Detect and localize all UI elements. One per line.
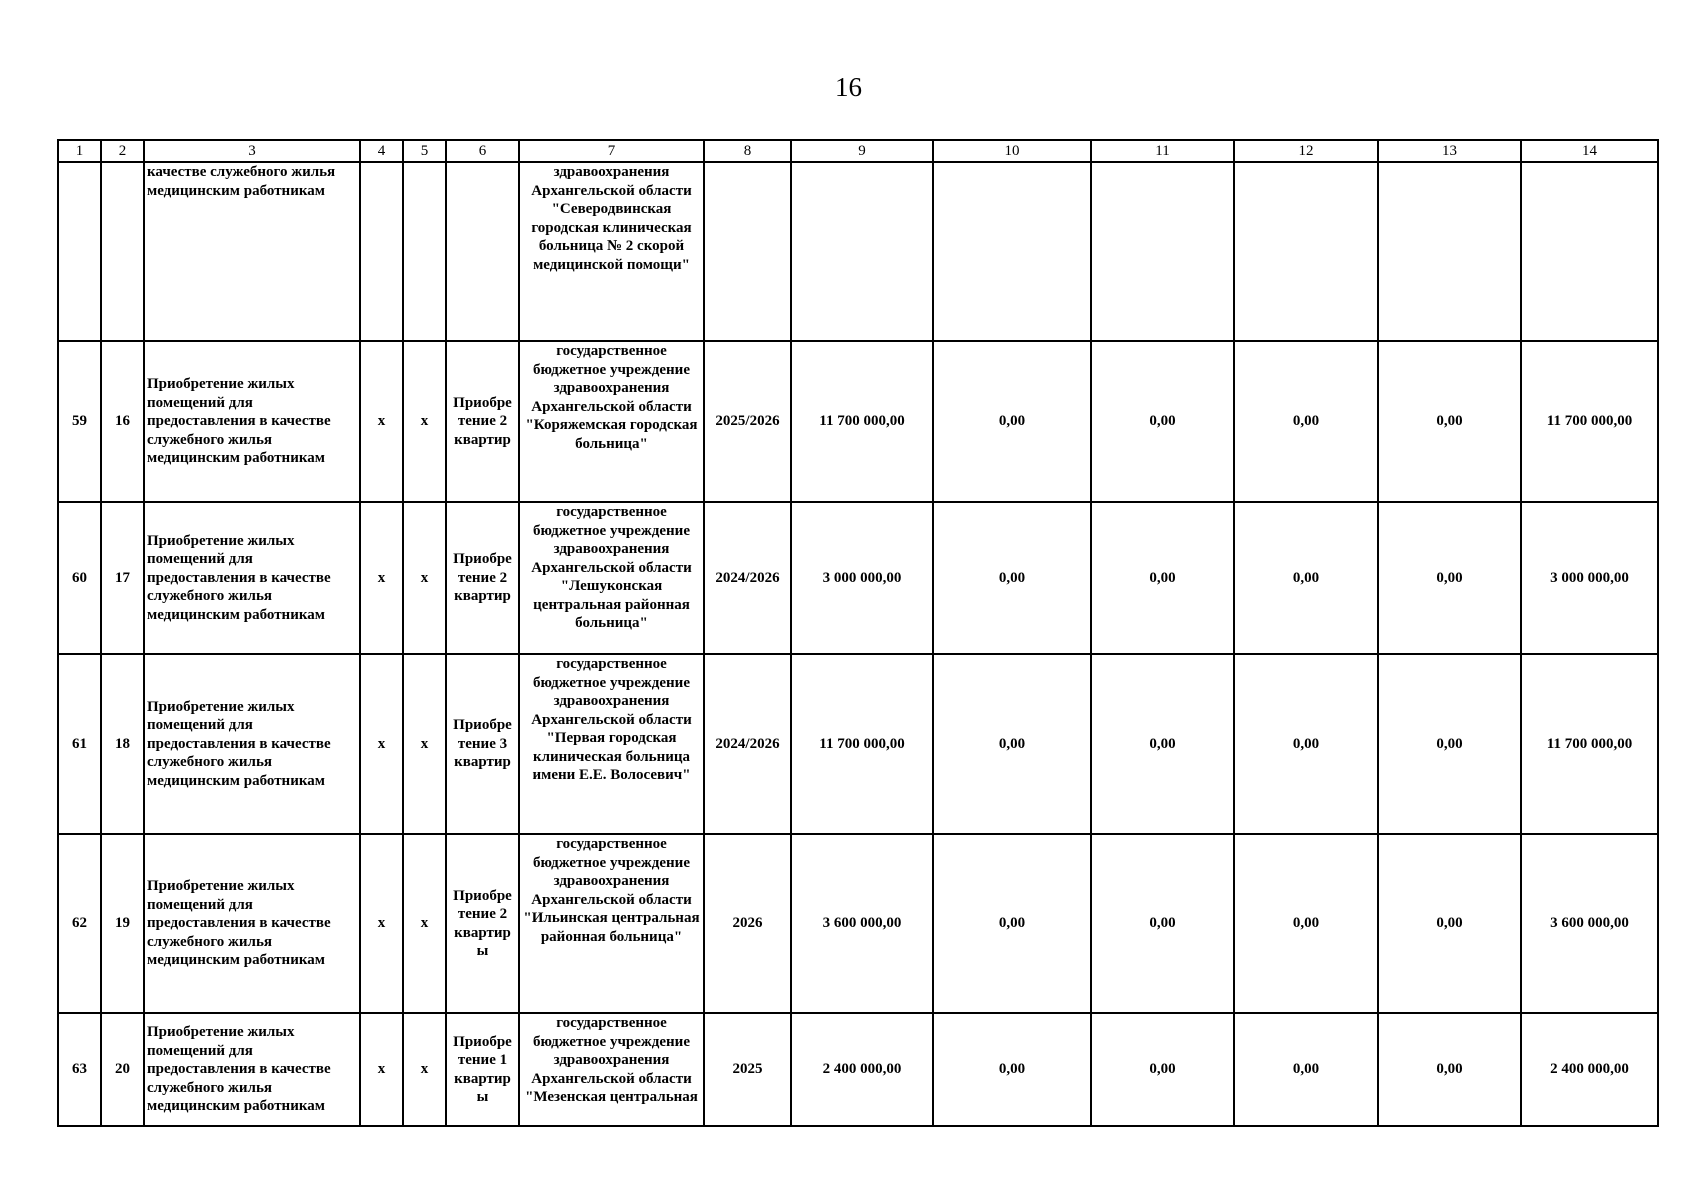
action-cell: Приобре тение 1 квартир ы xyxy=(446,1013,519,1126)
organization-cell: государственное бюджетное учреждение здравоохранения Архангельской области "Ильинская центральная районная больница" xyxy=(519,834,704,1013)
header-cell: 1 xyxy=(58,140,101,162)
header-cell: 5 xyxy=(403,140,446,162)
total-cell: 11 700 000,00 xyxy=(1521,654,1658,834)
item-number-cell: 19 xyxy=(101,834,144,1013)
header-row xyxy=(58,140,1658,162)
header-cell: 9 xyxy=(791,140,933,162)
col4-cell: х xyxy=(360,1013,403,1126)
amount-cell: 3 000 000,00 xyxy=(791,502,933,654)
amount-cell: 0,00 xyxy=(1234,654,1378,834)
header-cell: 11 xyxy=(1091,140,1234,162)
col4-cell: х xyxy=(360,502,403,654)
total-cell: 3 000 000,00 xyxy=(1521,502,1658,654)
table-row xyxy=(58,654,1658,834)
amount-cell: 0,00 xyxy=(1234,341,1378,502)
amount-cell: 0,00 xyxy=(1234,502,1378,654)
amount-cell: 0,00 xyxy=(1378,654,1521,834)
item-number-cell: 20 xyxy=(101,1013,144,1126)
header-cell: 3 xyxy=(144,140,360,162)
amount-cell: 11 700 000,00 xyxy=(791,654,933,834)
header-cell: 6 xyxy=(446,140,519,162)
col5-cell: х xyxy=(403,1013,446,1126)
amount-cell: 0,00 xyxy=(933,502,1091,654)
col4-cell: х xyxy=(360,341,403,502)
item-number-cell: 17 xyxy=(101,502,144,654)
row-number-cell: 61 xyxy=(58,654,101,834)
years-cell: 2024/2026 xyxy=(704,502,791,654)
amount-cell: 3 600 000,00 xyxy=(791,834,933,1013)
col5-cell: х xyxy=(403,834,446,1013)
table-row xyxy=(58,502,1658,654)
amount-cell: 0,00 xyxy=(1234,1013,1378,1126)
purpose-cell: Приобретение жилых помещений для предоставления в качестве служебного жилья медицинским работникам xyxy=(144,341,360,502)
header-cell: 12 xyxy=(1234,140,1378,162)
action-cell: Приобре тение 2 квартир ы xyxy=(446,834,519,1013)
years-cell: 2026 xyxy=(704,834,791,1013)
table-row xyxy=(58,341,1658,502)
amount-cell: 0,00 xyxy=(1091,1013,1234,1126)
purpose-cell: Приобретение жилых помещений для предоставления в качестве служебного жилья медицинским работникам xyxy=(144,654,360,834)
amount-cell: 0,00 xyxy=(1378,1013,1521,1126)
row-number-cell: 63 xyxy=(58,1013,101,1126)
action-cell: Приобре тение 2 квартир xyxy=(446,341,519,502)
col4-cell: х xyxy=(360,654,403,834)
col4-cell: х xyxy=(360,834,403,1013)
header-cell: 10 xyxy=(933,140,1091,162)
amount-cell: 0,00 xyxy=(933,654,1091,834)
header-cell: 7 xyxy=(519,140,704,162)
item-number-cell: 16 xyxy=(101,341,144,502)
header-cell: 13 xyxy=(1378,140,1521,162)
total-cell: 2 400 000,00 xyxy=(1521,1013,1658,1126)
action-cell: Приобре тение 3 квартир xyxy=(446,654,519,834)
years-cell: 2025 xyxy=(704,1013,791,1126)
amount-cell: 0,00 xyxy=(933,341,1091,502)
action-cell: Приобре тение 2 квартир xyxy=(446,502,519,654)
organization-cell: государственное бюджетное учреждение здравоохранения Архангельской области "Мезенская центральная xyxy=(519,1013,704,1126)
row-number-cell: 62 xyxy=(58,834,101,1013)
years-cell: 2025/2026 xyxy=(704,341,791,502)
row-number-cell: 59 xyxy=(58,341,101,502)
header-cell: 8 xyxy=(704,140,791,162)
item-number-cell: 18 xyxy=(101,654,144,834)
organization-cell: здравоохранения Архангельской области "Северодвинская городская клиническая больница № 2 скорой медицинской помощи" xyxy=(519,162,704,341)
table-row xyxy=(58,834,1658,1013)
purpose-cell: Приобретение жилых помещений для предоставления в качестве служебного жилья медицинским работникам xyxy=(144,834,360,1013)
amount-cell: 0,00 xyxy=(1091,502,1234,654)
amount-cell: 0,00 xyxy=(1378,341,1521,502)
amount-cell: 0,00 xyxy=(1378,502,1521,654)
table-row xyxy=(58,1013,1658,1126)
organization-cell: государственное бюджетное учреждение здравоохранения Архангельской области "Коряжемская городская больница" xyxy=(519,341,704,502)
amount-cell: 0,00 xyxy=(933,834,1091,1013)
header-cell: 14 xyxy=(1521,140,1658,162)
budget-table xyxy=(57,139,1659,1127)
purpose-cell: Приобретение жилых помещений для предоставления в качестве служебного жилья медицинским работникам xyxy=(144,1013,360,1126)
amount-cell: 11 700 000,00 xyxy=(791,341,933,502)
amount-cell: 2 400 000,00 xyxy=(791,1013,933,1126)
amount-cell: 0,00 xyxy=(1234,834,1378,1013)
col5-cell: х xyxy=(403,502,446,654)
amount-cell: 0,00 xyxy=(1378,834,1521,1013)
total-cell: 3 600 000,00 xyxy=(1521,834,1658,1013)
header-cell: 2 xyxy=(101,140,144,162)
header-cell: 4 xyxy=(360,140,403,162)
col5-cell: х xyxy=(403,654,446,834)
col5-cell: х xyxy=(403,341,446,502)
page-number: 16 xyxy=(835,72,862,102)
organization-cell: государственное бюджетное учреждение здравоохранения Архангельской области "Первая городская клиническая больница имени Е.Е. Волосевич" xyxy=(519,654,704,834)
purpose-cell: Приобретение жилых помещений для предоставления в качестве служебного жилья медицинским работникам xyxy=(144,502,360,654)
continuation-row xyxy=(58,162,1658,341)
total-cell: 11 700 000,00 xyxy=(1521,341,1658,502)
years-cell: 2024/2026 xyxy=(704,654,791,834)
amount-cell: 0,00 xyxy=(1091,341,1234,502)
row-number-cell: 60 xyxy=(58,502,101,654)
purpose-cell: качестве служебного жилья медицинским работникам xyxy=(144,162,360,341)
amount-cell: 0,00 xyxy=(1091,834,1234,1013)
organization-cell: государственное бюджетное учреждение здравоохранения Архангельской области "Лешуконская центральная районная больница" xyxy=(519,502,704,654)
amount-cell: 0,00 xyxy=(1091,654,1234,834)
amount-cell: 0,00 xyxy=(933,1013,1091,1126)
